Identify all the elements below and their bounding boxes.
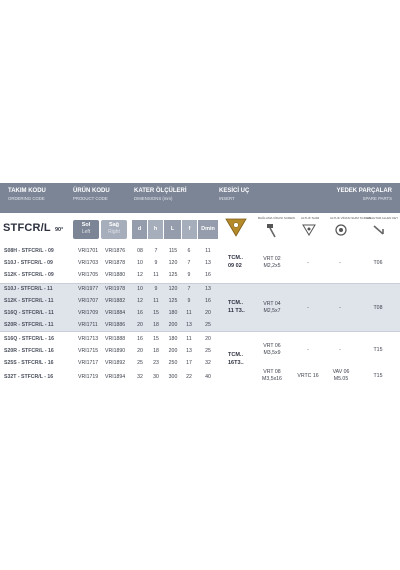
shim-spec: VRTC 16 (297, 373, 319, 379)
table-row (0, 245, 400, 257)
screw-spec-line: VRT 06 (263, 343, 281, 349)
cell-f: 11 (186, 336, 192, 342)
table-header (0, 183, 400, 213)
insert-code (228, 254, 243, 270)
cell-ordering-code: S16Q - STFCR/L - 11 (4, 310, 54, 316)
header-product-code-sub: PRODUCT CODE (73, 196, 108, 201)
shim-screw-spec: - (339, 347, 341, 353)
cell-d: 32 (137, 374, 143, 380)
cell-ordering-code: S10J - STFCR/L - 11 (4, 286, 53, 292)
cell-right-code: VRI1886 (105, 322, 126, 328)
cell-right-code: VRI1888 (105, 336, 126, 342)
subheader-dim-l: L (164, 220, 181, 239)
screw-spec-line: VRT 08 (263, 369, 281, 375)
cell-d: 10 (137, 286, 143, 292)
table-row (0, 269, 400, 281)
key-spec: T06 (373, 260, 383, 266)
cell-h: 18 (153, 348, 159, 354)
cell-ordering-code: S25S - STFCR/L - 16 (4, 360, 54, 366)
header-spare-parts: YEDEK PARÇALAR (336, 188, 392, 194)
header-dimensions-sub: DIMENSIONS (mm) (134, 196, 173, 201)
header-insert-sub: INSERT (219, 196, 235, 201)
key-spec: T08 (373, 305, 383, 311)
shim-screw-spec: - (339, 260, 341, 266)
cell-dmin: 11 (205, 248, 211, 254)
cell-right-code: VRI1876 (105, 248, 126, 254)
shim-icon (302, 223, 316, 237)
cell-f: 13 (186, 322, 192, 328)
cell-left-code: VRI1715 (78, 348, 99, 354)
screw-spec-line: M3,5x16 (262, 375, 282, 382)
screw-spec-line: M3,5x9 (263, 349, 281, 356)
cell-h: 15 (153, 310, 159, 316)
screw-spec (256, 343, 288, 356)
cell-left-code: VRI1707 (78, 298, 99, 304)
header-ordering-code-sub: ORDERING CODE (8, 196, 45, 201)
cell-length: 300 (168, 374, 178, 380)
header-insert: KESİCİ UÇ (219, 188, 250, 194)
subheader-left (73, 220, 99, 239)
header-product-code: ÜRÜN KODU (73, 188, 110, 194)
cell-left-code: VRI1719 (78, 374, 99, 380)
screw-spec (256, 301, 288, 314)
insert-code (228, 299, 245, 315)
insert-code-line: 11 T3.. (228, 308, 245, 314)
header-spare-parts-sub: SPARE PARTS (362, 196, 392, 201)
cell-d: 12 (137, 298, 143, 304)
cell-ordering-code: S08H - STFCR/L - 09 (4, 248, 54, 254)
cell-length: 115 (168, 248, 178, 254)
cell-length: 200 (168, 322, 178, 328)
cell-f: 9 (187, 272, 191, 278)
cell-f: 7 (187, 286, 191, 292)
insert-code-line: TCM.. (228, 352, 243, 358)
cell-length: 180 (168, 336, 178, 342)
shim-spec: - (307, 305, 309, 311)
table-row (0, 283, 400, 295)
part-title-shim-screw: ALTLIK VİDASI SHIM SCREW (330, 216, 371, 220)
cell-dmin: 16 (205, 272, 211, 278)
cell-length: 120 (168, 286, 178, 292)
subheader-right (101, 220, 127, 239)
subheader-right-tr: Sağ (108, 222, 120, 228)
cell-f: 7 (187, 260, 191, 266)
cell-h: 23 (153, 360, 159, 366)
cell-d: 20 (137, 322, 143, 328)
cell-length: 250 (168, 360, 178, 366)
cell-d: 20 (137, 348, 143, 354)
cell-f: 22 (186, 374, 192, 380)
insert-code-line: TCM.. (228, 255, 243, 261)
insert-code-line: 09 02 (228, 263, 242, 269)
cell-h: 30 (153, 374, 159, 380)
cell-right-code: VRI1880 (105, 272, 126, 278)
cell-f: 11 (186, 310, 192, 316)
cell-d: 10 (137, 260, 143, 266)
cell-h: 18 (153, 322, 159, 328)
key-spec: T15 (373, 373, 383, 379)
subheader-dim-f: f (182, 220, 197, 239)
cell-d: 16 (137, 310, 143, 316)
cell-right-code: VRI1878 (105, 260, 126, 266)
cell-dmin: 25 (205, 348, 211, 354)
screw-spec-line: M2,2x5 (263, 262, 281, 269)
subheader-dim-dmin: Dmin (198, 220, 218, 239)
cell-dmin: 25 (205, 322, 211, 328)
screw-icon (264, 223, 278, 239)
product-angle: 90° (55, 227, 64, 233)
allen-key-icon (372, 223, 386, 237)
cell-dmin: 40 (205, 374, 211, 380)
table-row (0, 357, 400, 369)
screw-spec (256, 369, 288, 382)
cell-f: 17 (186, 360, 192, 366)
cell-h: 11 (153, 298, 159, 304)
cell-dmin: 32 (205, 360, 211, 366)
cell-length: 125 (168, 298, 178, 304)
cell-ordering-code: S12K - STFCR/L - 11 (4, 298, 54, 304)
cell-left-code: VRI1701 (78, 248, 99, 254)
subheader-left-tr: Sol (81, 222, 91, 228)
screw-spec-line: M2,5x7 (263, 307, 281, 314)
shim-screw-spec-line: VAV 06 (332, 369, 350, 375)
cell-ordering-code: S20R - STFCR/L - 16 (4, 348, 54, 354)
cell-length: 180 (168, 310, 178, 316)
cell-length: 120 (168, 260, 178, 266)
header-dimensions: KATER ÖLÇÜLERİ (134, 188, 187, 194)
part-title-key: ANAHTAR ALLEN KEY (367, 216, 399, 220)
cell-left-code: VRI1717 (78, 360, 99, 366)
shim-spec: - (307, 260, 309, 266)
cell-left-code: VRI1977 (78, 286, 99, 292)
part-title-screw: BAĞLAMA VİDASI SCREW (258, 216, 296, 220)
shim-screw-spec: - (339, 305, 341, 311)
insert-code-line: 16T3.. (228, 360, 244, 366)
cell-f: 13 (186, 348, 192, 354)
cell-ordering-code: S32T - STFCR/L - 16 (4, 374, 54, 380)
screw-spec-line: VRT 02 (263, 256, 281, 262)
subheader-left-en: Left (81, 229, 91, 235)
shim-spec: - (307, 347, 309, 353)
cell-d: 12 (137, 272, 143, 278)
subheader-right-en: Right (108, 229, 120, 235)
cell-left-code: VRI1713 (78, 336, 99, 342)
cell-ordering-code: S20R - STFCR/L - 11 (4, 322, 54, 328)
part-title-shim: ALTLIK SHIM (301, 216, 320, 220)
cell-right-code: VRI1884 (105, 310, 126, 316)
cell-f: 6 (187, 248, 191, 254)
cell-f: 9 (187, 298, 191, 304)
header-ordering-code: TAKIM KODU (8, 188, 46, 194)
cell-h: 15 (153, 336, 159, 342)
cell-right-code: VRI1894 (105, 374, 126, 380)
key-spec: T15 (373, 347, 383, 353)
cell-dmin: 20 (205, 310, 211, 316)
cell-left-code: VRI1705 (78, 272, 99, 278)
cell-h: 11 (153, 272, 159, 278)
divider (0, 331, 400, 332)
shim-screw-spec (326, 369, 356, 382)
subheader-dim-d: d (132, 220, 147, 239)
cell-d: 25 (137, 360, 143, 366)
product-title: STFCR/L (3, 222, 51, 234)
cell-ordering-code: S16Q - STFCR/L - 16 (4, 336, 55, 342)
cell-right-code: VRI1882 (105, 298, 126, 304)
shim-screw-spec-line: M5.05 (333, 375, 349, 382)
cell-dmin: 20 (205, 336, 211, 342)
screw-spec (256, 256, 288, 269)
table-row (0, 333, 400, 345)
insert-triangle-icon (224, 216, 248, 238)
cell-dmin: 13 (205, 286, 211, 292)
screw-spec-line: VRT 04 (263, 301, 281, 307)
cell-dmin: 13 (205, 260, 211, 266)
cell-left-code: VRI1709 (78, 310, 99, 316)
cell-d: 16 (137, 336, 143, 342)
cell-d: 08 (137, 248, 143, 254)
cell-length: 200 (168, 348, 178, 354)
cell-ordering-code: S12K - STFCR/L - 09 (4, 272, 54, 278)
table-row (0, 319, 400, 331)
insert-code (228, 351, 244, 367)
cell-h: 9 (154, 286, 158, 292)
cell-ordering-code: S10J - STFCR/L - 09 (4, 260, 53, 266)
cell-left-code: VRI1711 (78, 322, 98, 328)
cell-right-code: VRI1978 (105, 286, 126, 292)
insert-code-line: TCM.. (228, 300, 243, 306)
shim-screw-icon (334, 223, 348, 237)
cell-dmin: 16 (205, 298, 211, 304)
cell-h: 7 (154, 248, 158, 254)
subheader-dim-h: h (148, 220, 163, 239)
cell-right-code: VRI1892 (105, 360, 126, 366)
cell-right-code: VRI1890 (105, 348, 126, 354)
cell-h: 9 (154, 260, 158, 266)
cell-left-code: VRI1703 (78, 260, 99, 266)
cell-length: 125 (168, 272, 178, 278)
